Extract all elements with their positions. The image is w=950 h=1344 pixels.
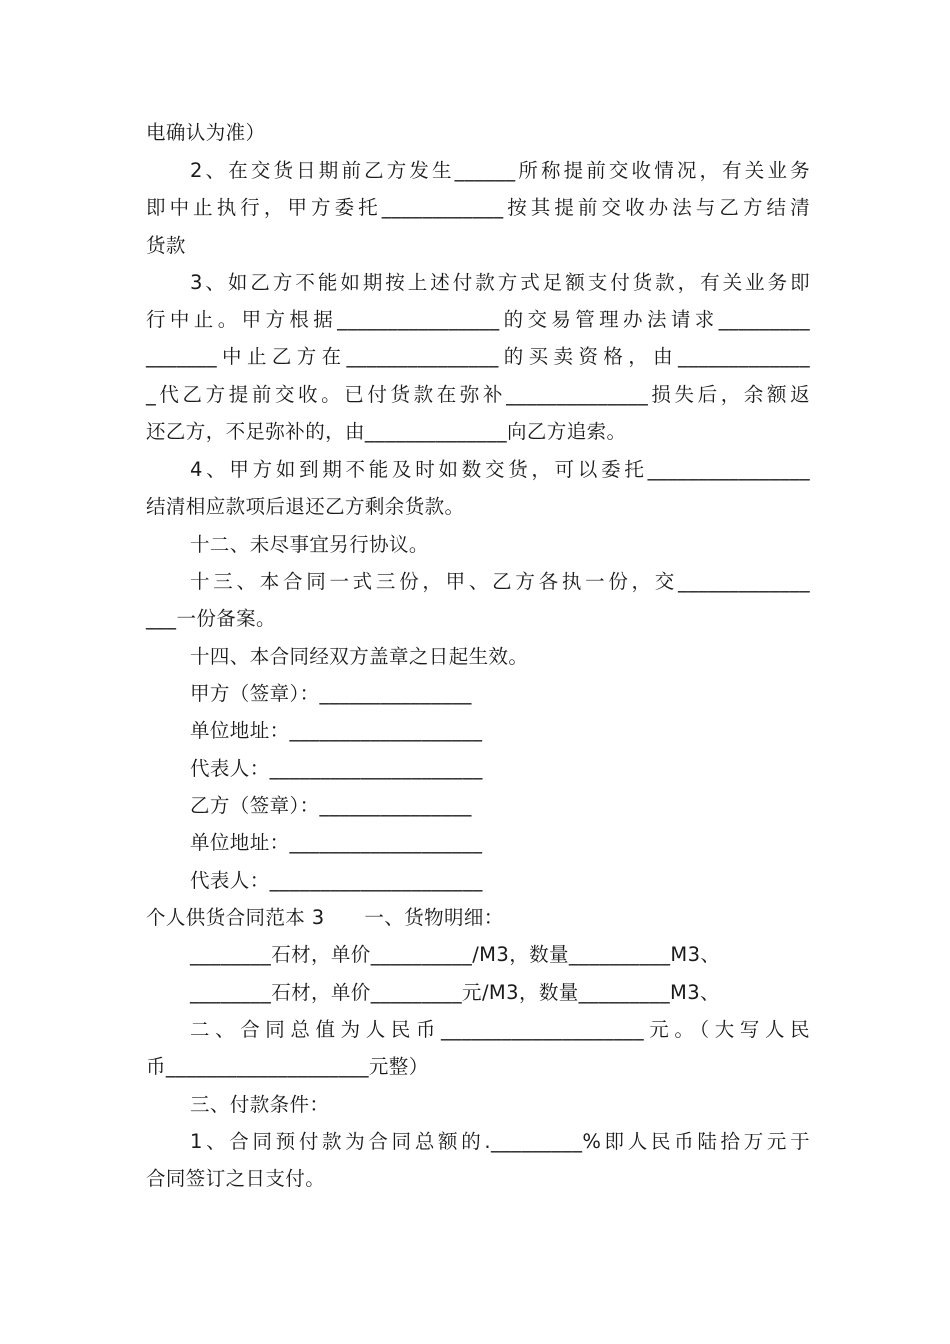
signature-address-a: 单位地址：___________________: [190, 719, 483, 742]
text-line-8: _代乙方提前交收。已付货款在弥补______________损失后，余额返: [146, 383, 810, 406]
text-line-4: 货款: [146, 234, 186, 257]
signature-address-b: 单位地址：___________________: [190, 831, 483, 854]
text-line-10: 4、甲方如到期不能及时如数交货，可以委托________________: [190, 458, 810, 481]
text-line-1: 电确认为准）: [146, 121, 266, 144]
text-line-26: 币____________________元整）: [146, 1055, 429, 1078]
text-line-6: 行中止。甲方根据________________的交易管理办法请求_________: [146, 308, 810, 331]
signature-party-b: 乙方（签章）：_______________: [190, 794, 472, 817]
text-line-29: 合同签订之日支付。: [146, 1167, 326, 1190]
goods-line-2: ________石材，单价_________元/M3，数量_________M3、: [190, 981, 720, 1004]
text-line-27: 三、付款条件：: [190, 1093, 330, 1116]
signature-rep-a: 代表人：_____________________: [190, 757, 483, 780]
text-line-9: 还乙方，不足弥补的，由______________向乙方追索。: [146, 420, 627, 443]
text-line-14: ___一份备案。: [146, 607, 276, 630]
text-line-2: 2、在交货日期前乙方发生______所称提前交收情况，有关业务: [190, 159, 810, 182]
text-line-3: 即中止执行，甲方委托____________按其提前交收办法与乙方结清: [146, 196, 810, 219]
text-line-13: 十三、本合同一式三份，甲、乙方各执一份，交_____________: [190, 570, 810, 593]
text-line-5: 3、如乙方不能如期按上述付款方式足额支付货款，有关业务即: [190, 271, 810, 294]
text-line-11: 结清相应款项后退还乙方剩余货款。: [146, 495, 465, 518]
signature-rep-b: 代表人：_____________________: [190, 869, 483, 892]
signature-party-a: 甲方（签章）：_______________: [190, 682, 472, 705]
section-heading: 个人供货合同范本 3 一、货物明细：: [146, 906, 504, 929]
text-line-25: 二、合同总值为人民币____________________元。（大写人民: [190, 1018, 810, 1041]
text-line-28: 1、合同预付款为合同总额的._________%即人民币陆拾万元于: [190, 1130, 810, 1153]
text-line-15: 十四、本合同经双方盖章之日起生效。: [190, 645, 529, 668]
text-line-12: 十二、未尽事宜另行协议。: [190, 533, 429, 556]
goods-line-1: ________石材，单价__________/M3，数量__________M3、: [190, 943, 721, 966]
text-line-7: _______中止乙方在_______________的买卖资格，由_____________: [146, 345, 810, 368]
